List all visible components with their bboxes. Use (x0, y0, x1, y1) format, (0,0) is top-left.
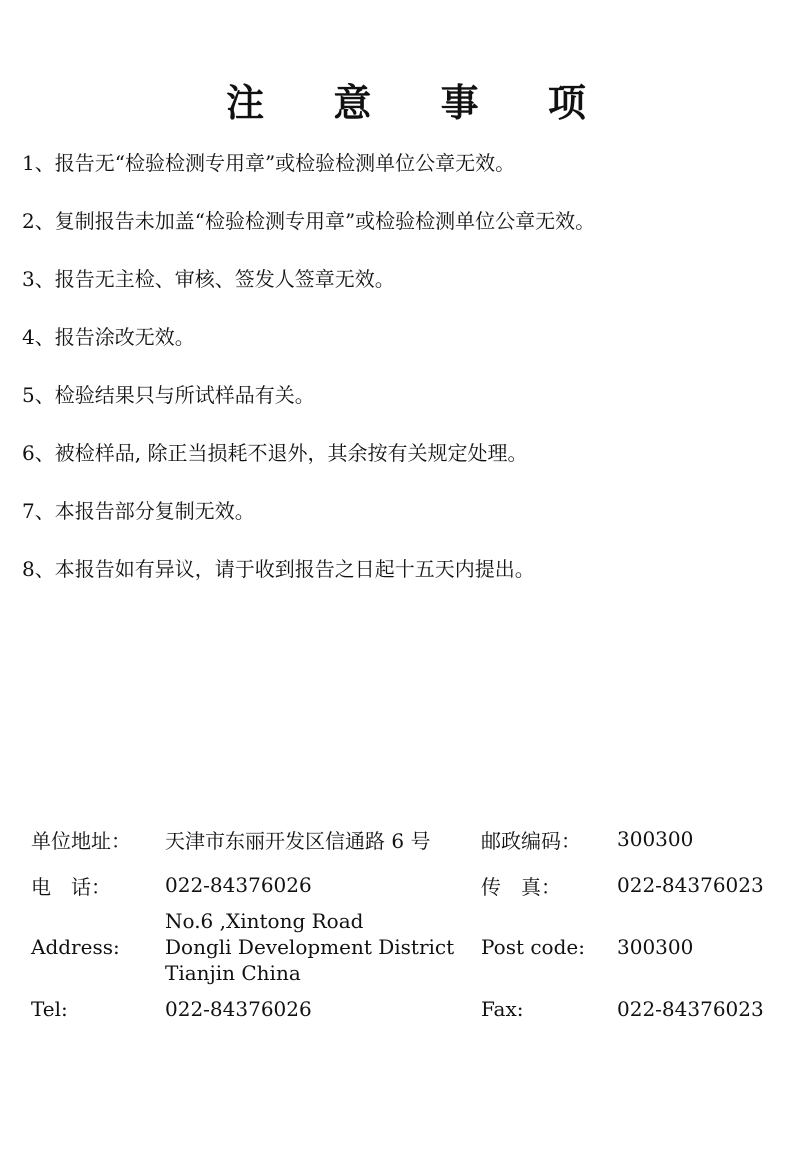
en-address-line-1: No.6 ,Xintong Road (165, 909, 364, 933)
cn-address-row (31, 816, 771, 862)
cn-phone-label: 电 话： (31, 874, 111, 899)
en-fax-label: Fax: (481, 997, 524, 1021)
en-postcode-label: Post code: (481, 935, 585, 959)
notice-item-7: 7、本报告部分复制无效。 (22, 499, 255, 523)
en-fax-value: 022-84376023 (617, 997, 764, 1021)
notice-item-4: 4、报告涂改无效。 (22, 325, 195, 349)
en-address-value (165, 908, 481, 986)
en-postcode-value: 300300 (617, 935, 694, 959)
notice-item-6: 6、被检样品, 除正当损耗不退外，其余按有关规定处理。 (22, 441, 528, 465)
en-tel-value: 022-84376026 (165, 997, 312, 1021)
en-tel-row (31, 986, 771, 1032)
cn-address-label: 单位地址： (31, 828, 131, 853)
notice-item-8: 8、本报告如有异议，请于收到报告之日起十五天内提出。 (22, 557, 535, 581)
en-address-line-2: Dongli Development District (165, 935, 455, 959)
cn-address-value: 天津市东丽开发区信通路 6 号 (165, 828, 431, 853)
notice-item-5: 5、检验结果只与所试样品有关。 (22, 383, 315, 407)
en-address-label: Address: (31, 935, 120, 959)
contact-info-table (31, 816, 771, 1032)
cn-fax-value: 022-84376023 (617, 873, 764, 897)
cn-postcode-label: 邮政编码： (481, 828, 581, 853)
cn-phone-row (31, 862, 771, 908)
cn-phone-value: 022-84376026 (165, 873, 312, 897)
en-address-row (31, 908, 771, 986)
cn-fax-label: 传 真： (481, 874, 561, 899)
en-address-line-3: Tianjin China (165, 961, 301, 985)
notice-item-3: 3、报告无主检、审核、签发人签章无效。 (22, 267, 395, 291)
en-tel-label: Tel: (31, 997, 68, 1021)
notice-item-2: 2、复制报告未加盖“检验检测专用章”或检验检测单位公章无效。 (22, 209, 596, 233)
page-title: 注 意 事 项 (226, 81, 614, 125)
notice-item-1: 1、报告无“检验检测专用章”或检验检测单位公章无效。 (22, 151, 516, 175)
notice-list (22, 148, 792, 612)
cn-postcode-value: 300300 (617, 827, 694, 851)
